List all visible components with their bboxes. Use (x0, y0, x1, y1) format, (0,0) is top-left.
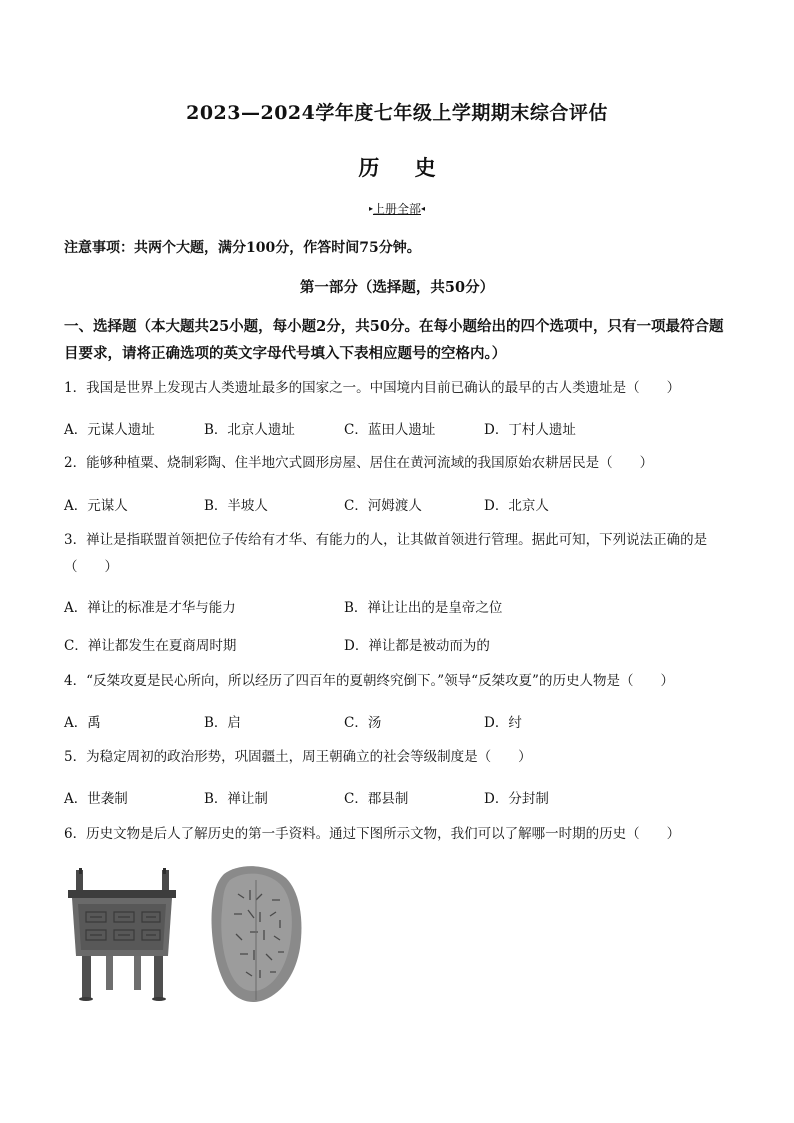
question-options-3-row2 (64, 634, 744, 654)
option-b: B．禅让制 (204, 791, 268, 807)
question-options-5 (64, 787, 744, 807)
option-a: A．禹 (64, 715, 101, 731)
option-c: C．汤 (344, 715, 382, 731)
question-stem-6: 6．历史文物是后人了解历史的第一手资料。通过下图所示文物，我们可以了解哪一时期的历史（ ） (64, 826, 681, 842)
question-options-2 (64, 494, 744, 514)
question-options-4 (64, 711, 744, 731)
question-stem-4: 4．“反桀攻夏是民心所向，所以经历了四百年的夏朝终究倒下。”领导“反桀攻夏”的历史人物是（ ） (64, 673, 674, 689)
option-c: C．郡县制 (344, 791, 409, 807)
option-c: C．河姆渡人 (344, 498, 422, 514)
oracle-bone-image (212, 866, 302, 1002)
scope-arrow-right: ◂ (421, 204, 426, 213)
section-intro: 一、选择题（本大题共25小题，每小题2分，共50分。在每小题给出的四个选项中，只有一项最符合题目要求，请将正确选项的英文字母代号填入下表相应题号的空格内。） (64, 318, 724, 362)
option-b: B．半坡人 (204, 498, 268, 514)
part-one-title: 第一部分（选择题，共50分） (299, 279, 495, 296)
option-a: A．元谋人遗址 (64, 422, 155, 438)
question-stem-5: 5．为稳定周初的政治形势，巩固疆土，周王朝确立的社会等级制度是（ ） (64, 749, 532, 765)
question-stem-2: 2．能够种植粟、烧制彩陶、住半地穴式圆形房屋、居住在黄河流域的我国原始农耕居民是（ ） (64, 455, 654, 471)
notice: 注意事项：共两个大题，满分100分，作答时间75分钟。 (64, 240, 421, 256)
question-stem-1: 1．我国是世界上发现古人类遗址最多的国家之一。中国境内目前已确认的最早的古人类遗址是（ ） (64, 380, 681, 396)
scope-text: 上册全部 (372, 202, 421, 216)
option-d: D．北京人 (484, 498, 549, 514)
option-b: B．北京人遗址 (204, 422, 295, 438)
exam-title: 2023—2024学年度七年级上学期期末综合评估 (186, 102, 608, 124)
option-a: A．禅让的标准是才华与能力 (64, 600, 236, 616)
option-c: C．禅让都发生在夏商周时期 (64, 638, 237, 654)
option-b: B．禅让让出的是皇帝之位 (344, 600, 503, 616)
bronze-ding-image (68, 868, 176, 1001)
scope-arrow-left: ▸ (368, 204, 373, 213)
option-c: C．蓝田人遗址 (344, 422, 436, 438)
artifact-images (64, 860, 314, 1005)
subject-title: 历 史 (358, 155, 450, 180)
option-a: A．世袭制 (64, 791, 128, 807)
option-d: D．禅让都是被动而为的 (344, 638, 490, 654)
question-stem-3: 3．禅让是指联盟首领把位子传给有才华、有能力的人，让其做首领进行管理。据此可知，下列说法正确的是（ ） (64, 532, 708, 575)
option-d: D．分封制 (484, 791, 549, 807)
scope-label (0, 200, 794, 217)
question-options-1 (64, 418, 744, 438)
option-d: D．纣 (484, 715, 522, 731)
option-a: A．元谋人 (64, 498, 128, 514)
artifact-figure (64, 860, 314, 1005)
question-options-3-row1 (64, 596, 744, 616)
option-b: B．启 (204, 715, 241, 731)
option-d: D．丁村人遗址 (484, 422, 576, 438)
